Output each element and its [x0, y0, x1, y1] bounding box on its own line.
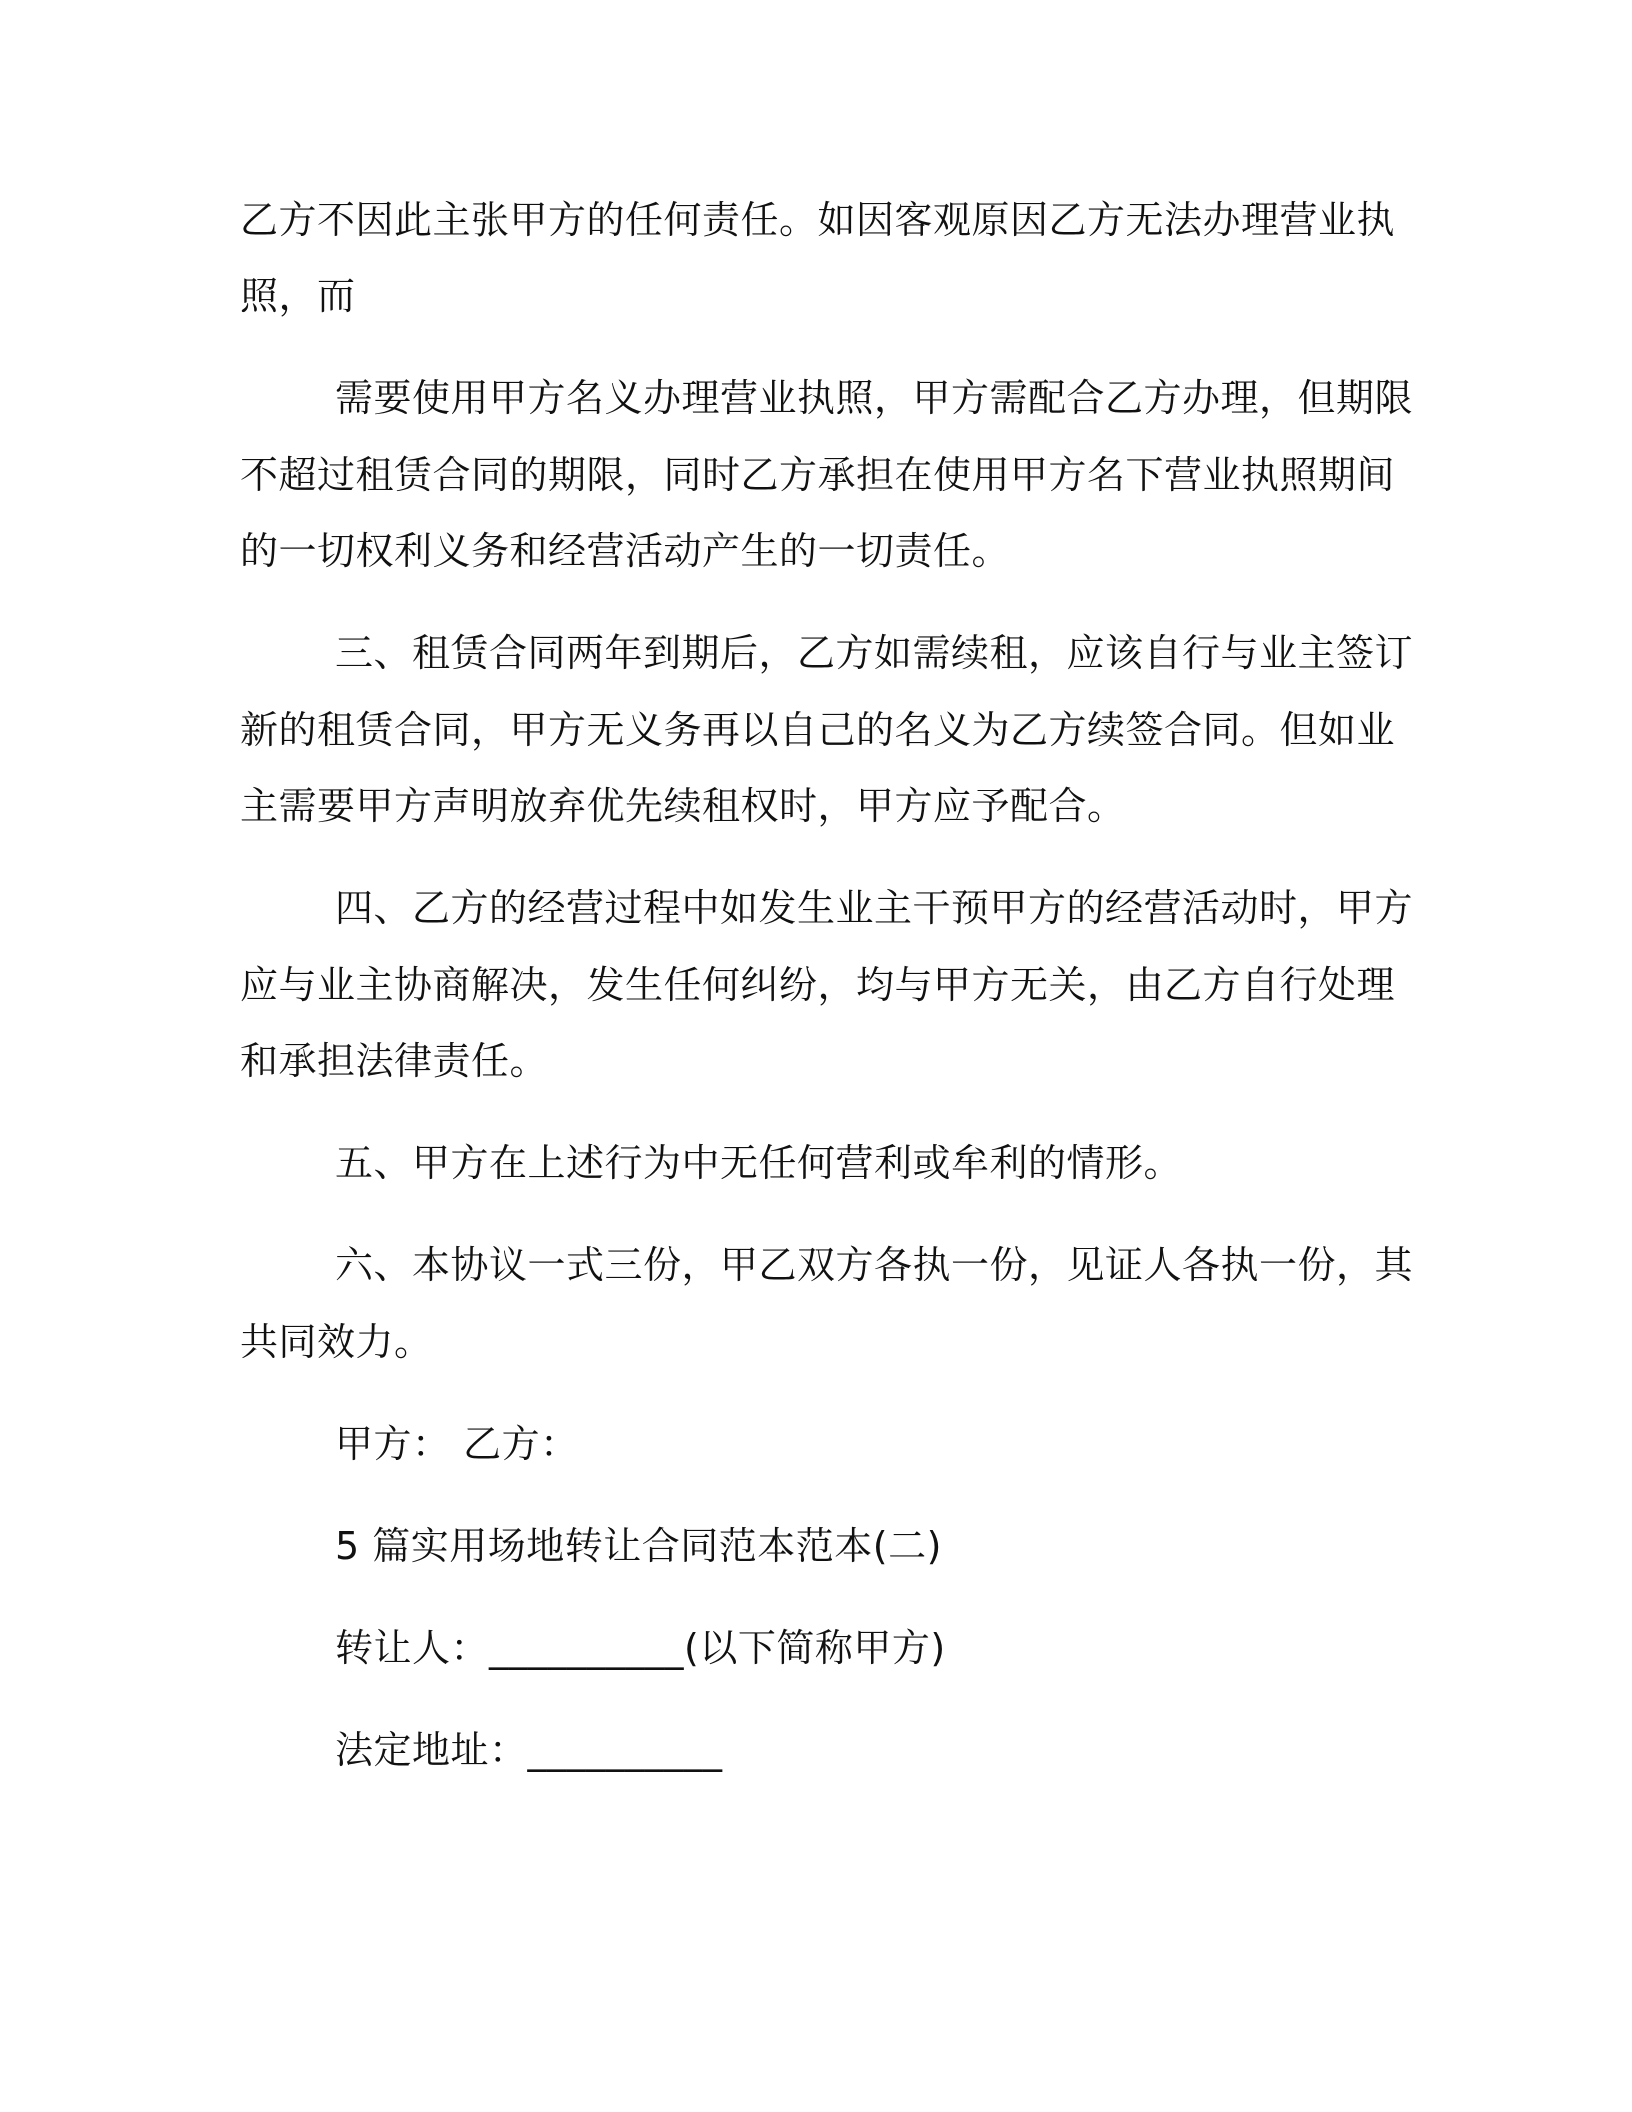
signature-line: 甲方： 乙方： — [335, 1422, 579, 1466]
paragraph-line: 主需要甲方声明放弃优先续租权时，甲方应予配合。 — [240, 784, 1126, 828]
section-title: 5 篇实用场地转让合同范本范本(二) — [335, 1524, 942, 1568]
paragraph-line: 四、乙方的经营过程中如发生业主干预甲方的经营活动时，甲方 — [335, 886, 1414, 930]
paragraph-line: 新的租赁合同，甲方无义务再以自己的名义为乙方续签合同。但如业 — [240, 708, 1396, 752]
paragraph-line: 的一切权利义务和经营活动产生的一切责任。 — [240, 529, 1011, 573]
legal-address-field: 法定地址：__________ — [335, 1728, 723, 1772]
transferor-field: 转让人：__________(以下简称甲方) — [335, 1626, 946, 1670]
paragraph-line: 和承担法律责任。 — [240, 1039, 549, 1083]
paragraph-line: 照，而 — [240, 274, 356, 318]
paragraph-line: 应与业主协商解决，发生任何纠纷，均与甲方无关，由乙方自行处理 — [240, 963, 1396, 1007]
paragraph-line: 六、本协议一式三份，甲乙双方各执一份，见证人各执一份，其 — [335, 1243, 1414, 1287]
paragraph-line: 五、甲方在上述行为中无任何营利或牟利的情形。 — [335, 1141, 1183, 1185]
paragraph-line: 乙方不因此主张甲方的任何责任。如因客观原因乙方无法办理营业执 — [240, 198, 1396, 242]
paragraph-line: 三、租赁合同两年到期后，乙方如需续租，应该自行与业主签订 — [335, 631, 1414, 675]
paragraph-line: 需要使用甲方名义办理营业执照，甲方需配合乙方办理，但期限 — [335, 376, 1414, 420]
paragraph-line: 不超过租赁合同的期限，同时乙方承担在使用甲方名下营业执照期间 — [240, 453, 1396, 497]
paragraph-line: 共同效力。 — [240, 1320, 433, 1364]
